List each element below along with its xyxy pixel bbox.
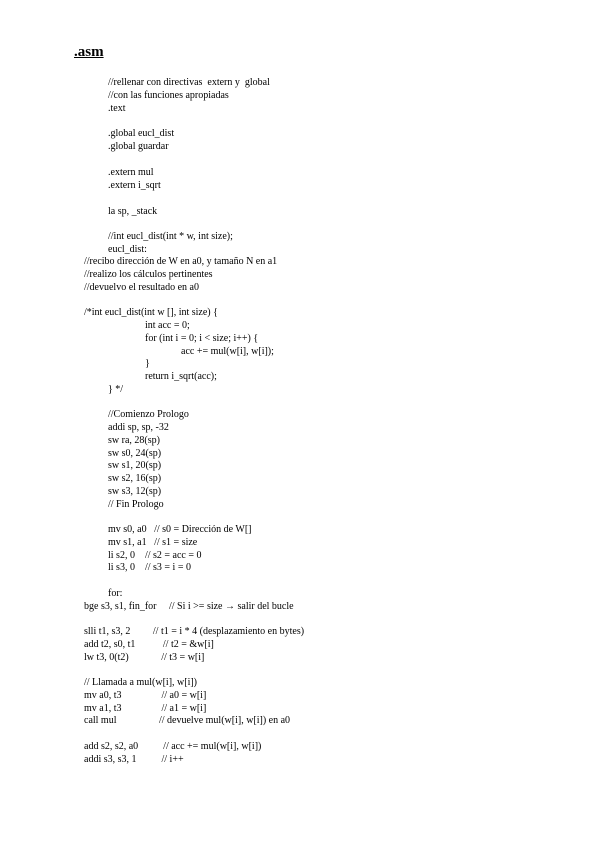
code-line: addi s3, s3, 1 // i++ [84,754,184,765]
code-line: .extern i_sqrt [108,180,161,191]
code-line: mv s0, a0 // s0 = Dirección de W[] [108,524,252,535]
code-line: mv a0, t3 // a0 = w[i] [84,690,207,701]
code-line: addi sp, sp, -32 [108,422,169,433]
code-line: /*int eucl_dist(int w [], int size) { [84,307,218,318]
code-line: li s3, 0 // s3 = i = 0 [108,562,191,573]
code-line: mv a1, t3 // a1 = w[i] [84,703,207,714]
code-line: for: [108,588,123,599]
code-line: .global guardar [108,141,169,152]
code-line: int acc = 0; [145,320,190,331]
code-line: li s2, 0 // s2 = acc = 0 [108,550,202,561]
code-line: } */ [108,384,124,395]
code-line: // Fin Prologo [108,499,164,510]
code-line: //recibo dirección de W en a0, y tamaño N en a1 [84,256,278,267]
code-line: sw s3, 12(sp) [108,486,162,497]
code-line: //devuelvo el resultado en a0 [84,282,199,293]
code-line: .extern mul [108,167,154,178]
code-line: sw s0, 24(sp) [108,448,162,459]
code-line: //rellenar con directivas extern y global [108,77,270,88]
code-line: slli t1, s3, 2 // t1 = i * 4 (desplazamiento en bytes) [84,626,305,637]
code-line: bge s3, s1, fin_for // Si i >= size → salir del bucle [84,601,294,612]
code-line: sw s2, 16(sp) [108,473,162,484]
code-line: // Llamada a mul(w[i], w[i]) [84,677,198,688]
code-line: for (int i = 0; i < size; i++) { [145,333,259,344]
code-line: //int eucl_dist(int * w, int size); [108,231,233,242]
code-line: add t2, s0, t1 // t2 = &w[i] [84,639,214,650]
code-line: //con las funciones apropiadas [108,90,229,101]
code-line: sw s1, 20(sp) [108,460,162,471]
code-line: acc += mul(w[i], w[i]); [181,346,274,357]
code-line: lw t3, 0(t2) // t3 = w[i] [84,652,205,663]
document-title: .asm [74,44,104,60]
code-line: } [145,358,150,369]
code-line: return i_sqrt(acc); [145,371,217,382]
code-line: add s2, s2, a0 // acc += mul(w[i], w[i]) [84,741,262,752]
code-line: .global eucl_dist [108,128,175,139]
code-line: mv s1, a1 // s1 = size [108,537,198,548]
code-line: //realizo los cálculos pertinentes [84,269,213,280]
code-line: call mul // devuelve mul(w[i], w[i]) en a0 [84,715,291,726]
code-line: sw ra, 28(sp) [108,435,160,446]
code-line: la sp, _stack [108,206,158,217]
code-line: .text [108,103,126,114]
code-line: //Comienzo Prologo [108,409,189,420]
code-line: eucl_dist: [108,244,147,255]
